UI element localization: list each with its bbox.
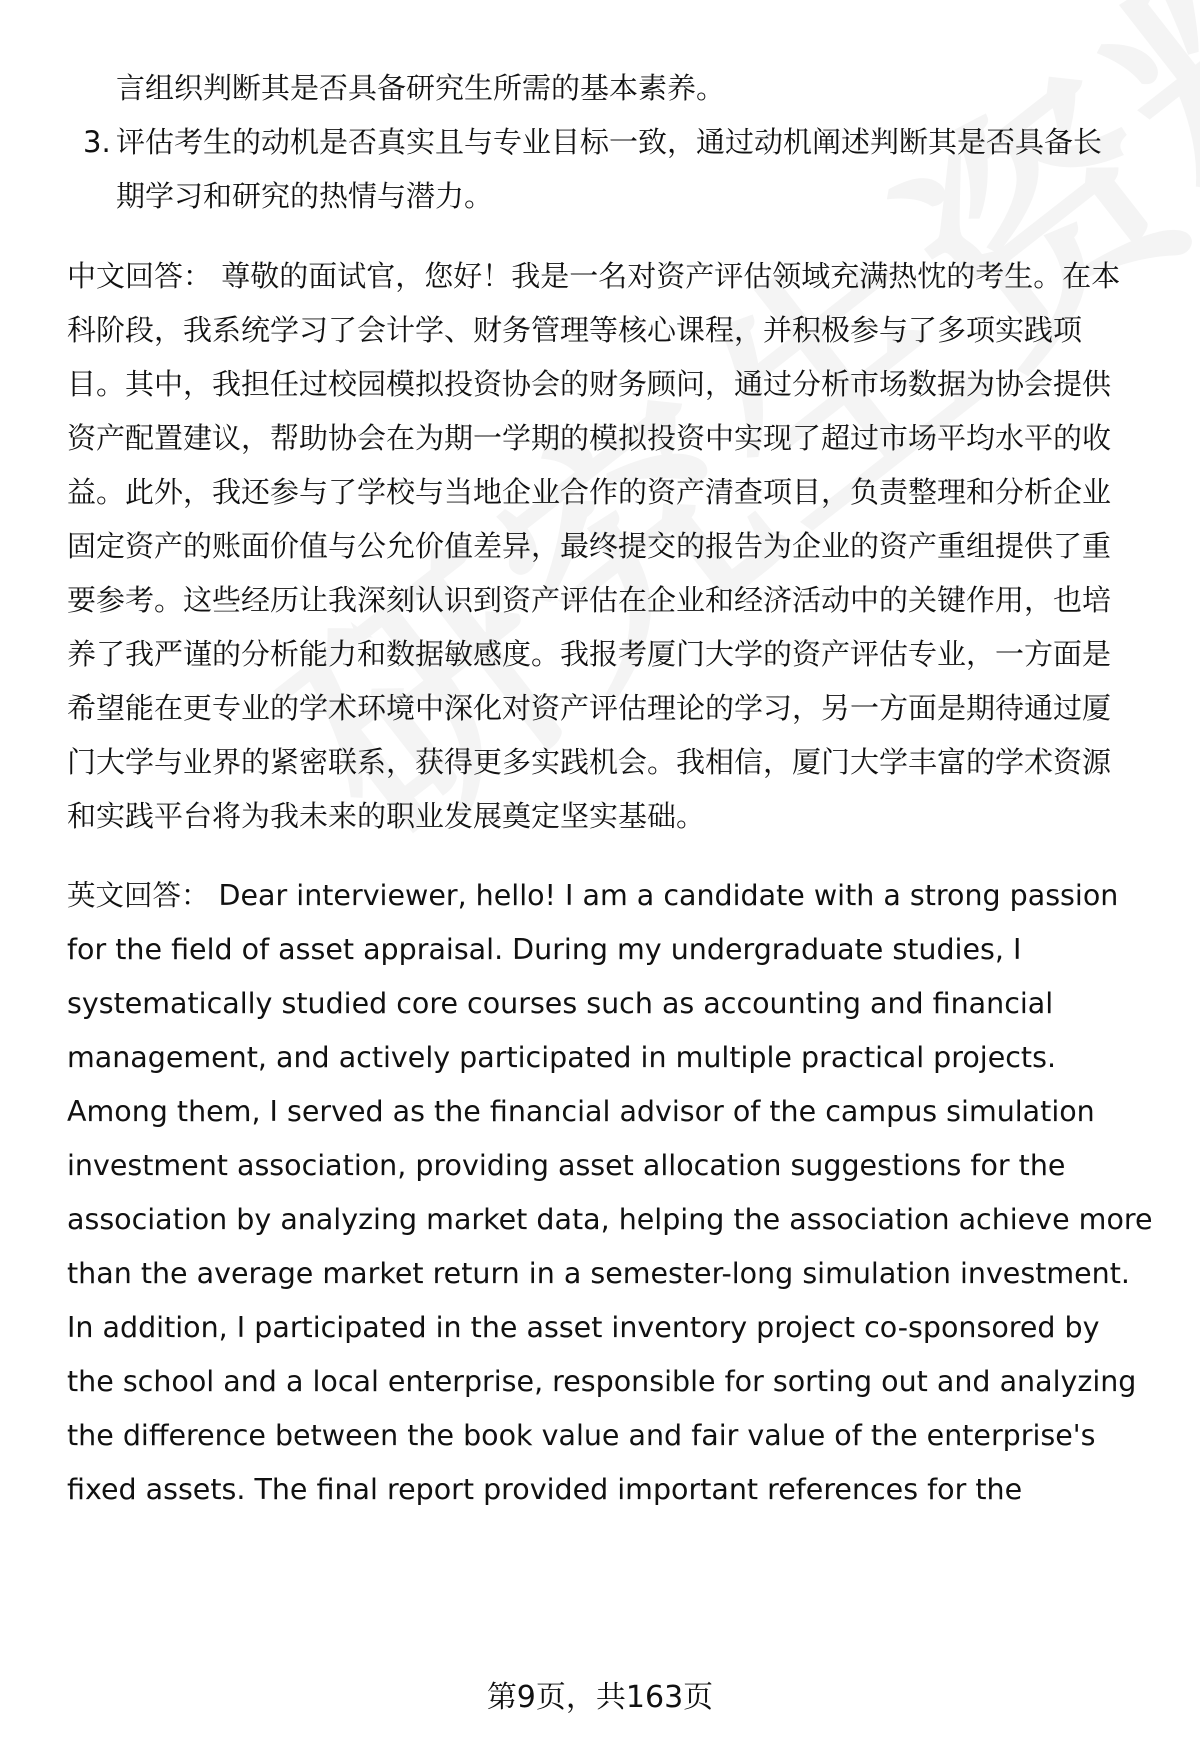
chinese-answer-line: 希望能在更专业的学术环境中深化对资产评估理论的学习，另一方面是期待通过厦 <box>67 691 1112 725</box>
english-answer-line: investment association, providing asset allocation suggestions for the <box>67 1149 1066 1182</box>
english-answer-line: the school and a local enterprise, responsible for sorting out and analyzing <box>67 1365 1137 1398</box>
list-item-3-line-1: 评估考生的动机是否真实且与专业目标一致，通过动机阐述判断其是否具备长 <box>116 125 1103 159</box>
english-answer-line: In addition, I participated in the asset inventory project co-sponsored by <box>67 1311 1100 1344</box>
english-answer-line: than the average market return in a semester-long simulation investment. <box>67 1257 1130 1290</box>
english-answer-line: association by analyzing market data, helping the association achieve more <box>67 1203 1153 1236</box>
english-answer-line: systematically studied core courses such as accounting and financial <box>67 987 1054 1020</box>
list-item-3-number: 3. <box>83 125 111 159</box>
english-answer-line: 英文回答： Dear interviewer, hello! I am a candidate with a strong passion <box>67 879 1119 912</box>
english-answer-line: for the field of asset appraisal. During my undergraduate studies, I <box>67 933 1022 966</box>
english-answer-line: the difference between the book value and fair value of the enterprise's <box>67 1419 1096 1452</box>
chinese-answer-line: 益。此外，我还参与了学校与当地企业合作的资产清查项目，负责整理和分析企业 <box>67 475 1112 509</box>
list-item-3-line-2: 期学习和研究的热情与潜力。 <box>116 179 494 213</box>
chinese-answer-line: 养了我严谨的分析能力和数据敏感度。我报考厦门大学的资产评估专业，一方面是 <box>67 637 1112 671</box>
chinese-answer-line: 目。其中，我担任过校园模拟投资协会的财务顾问，通过分析市场数据为协会提供 <box>67 367 1112 401</box>
page-number: 第9页，共163页 <box>486 1680 714 1715</box>
english-answer-line: fixed assets. The final report provided important references for the <box>67 1473 1023 1506</box>
english-answer-line: management, and actively participated in multiple practical projects. <box>67 1041 1056 1074</box>
chinese-answer-line: 和实践平台将为我未来的职业发展奠定坚实基础。 <box>67 799 706 833</box>
chinese-answer-line: 科阶段，我系统学习了会计学、财务管理等核心课程，并积极参与了多项实践项 <box>67 313 1083 347</box>
chinese-answer-line: 固定资产的账面价值与公允价值差异，最终提交的报告为企业的资产重组提供了重 <box>67 529 1112 563</box>
chinese-answer-line: 要参考。这些经历让我深刻认识到资产评估在企业和经济活动中的关键作用，也培 <box>67 583 1112 617</box>
english-answer-line: Among them, I served as the financial advisor of the campus simulation <box>67 1095 1095 1128</box>
chinese-answer-line: 中文回答： 尊敬的面试官，您好！我是一名对资产评估领域充满热忱的考生。在本 <box>67 259 1121 293</box>
chinese-answer-line: 门大学与业界的紧密联系，获得更多实践机会。我相信，厦门大学丰富的学术资源 <box>67 745 1112 779</box>
chinese-answer-line: 资产配置建议，帮助协会在为期一学期的模拟投资中实现了超过市场平均水平的收 <box>67 421 1112 455</box>
list-item-2-line-2: 言组织判断其是否具备研究生所需的基本素养。 <box>116 71 726 105</box>
